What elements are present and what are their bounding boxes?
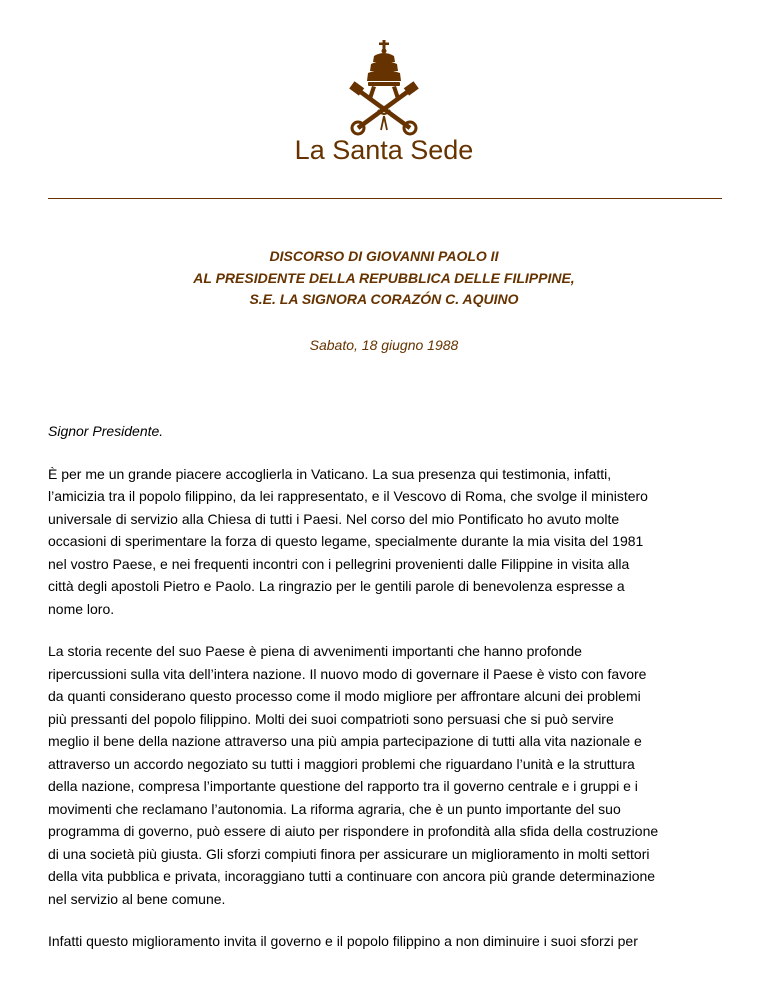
text-line: nel vostro Paese, e nei frequenti incontri con i pellegrini provenienti dalle Filippine in visita alla (48, 555, 630, 572)
text-line: movimenti che reclamano l’autonomia. La riforma agraria, che è un punto importante del suo (48, 800, 621, 817)
text-line: È per me un grande piacere accoglierla in Vaticano. La sua presenza qui testimonia, infatti, (48, 465, 612, 482)
text-line: più pressanti del popolo filippino. Molti dei suoi compatrioti sono persuasi che si può servire (48, 710, 614, 727)
text-line: nome loro. (48, 600, 115, 617)
paragraph-1 (48, 463, 728, 621)
text-line: meglio il bene della nazione attraverso una più ampia partecipazione di tutti alla vita nazionale e (48, 733, 642, 749)
paragraph-2 (48, 640, 728, 910)
text-line: l’amicizia tra il popolo filippino, da lei rappresentato, e il Vescovo di Roma, che svolge il ministero (48, 488, 648, 504)
text-line: di una società più giusta. Gli sforzi compiuti finora per assicurare un miglioramento in molti settori (48, 845, 650, 862)
text-line: della vita pubblica e privata, incoraggiano tutti a continuare con ancora più grande determinazione (48, 868, 656, 884)
paragraph-3 (48, 930, 728, 953)
text-line: nel servizio al bene comune. (48, 890, 226, 907)
heading-line-1: DISCORSO DI GIOVANNI PAOLO II (269, 248, 499, 264)
speech-body (48, 420, 728, 973)
salutation: Signor Presidente. (48, 423, 164, 439)
site-title[interactable]: La Santa Sede (294, 135, 474, 165)
heading-line-3: S.E. LA SIGNORA CORAZÓN C. AQUINO (249, 291, 519, 307)
text-line: ripercussioni sulla vita dell’intera nazione. Il nuovo modo di governare il Paese è visto con favore (48, 665, 647, 682)
heading-line-2: AL PRESIDENTE DELLA REPUBBLICA DELLE FILIPPINE, (193, 269, 575, 286)
text-line: universale di servizio alla Chiesa di tutti i Paesi. Nel corso del mio Pontificato ho avuto molte (48, 510, 620, 527)
text-line: occasioni di sperimentare la forza di questo legame, specialmente durante la mia visita del 1981 (48, 533, 644, 549)
text-line: attraverso un accordo negoziato su tutti i maggiori problemi che riguardano l’unità e la struttura (48, 755, 635, 772)
text-line: città degli apostoli Pietro e Paolo. La ringrazio per le gentili parole di benevolenza espresse a (48, 578, 625, 594)
text-line: La storia recente del suo Paese è piena di avvenimenti importanti che hanno profonde (48, 643, 582, 659)
text-line: della nazione, compresa l’importante questione del rapporto tra il governo centrale e i gruppi e i (48, 778, 638, 794)
speech-date: Sabato, 18 giugno 1988 (309, 337, 459, 353)
text-line: da quanti considerano questo processo come il modo migliore per affrontare alcuni dei problemi (48, 688, 641, 704)
header-divider (48, 198, 722, 199)
text-line: Infatti questo miglioramento invita il governo e il popolo filippino a non diminuire i suoi sforzi per (48, 933, 638, 949)
speech-heading (0, 246, 768, 311)
papal-keys-tiara-icon (338, 38, 430, 138)
text-line: programma di governo, può essere di aiuto per rispondere in profondità alla sfida della costruzione (48, 823, 659, 839)
